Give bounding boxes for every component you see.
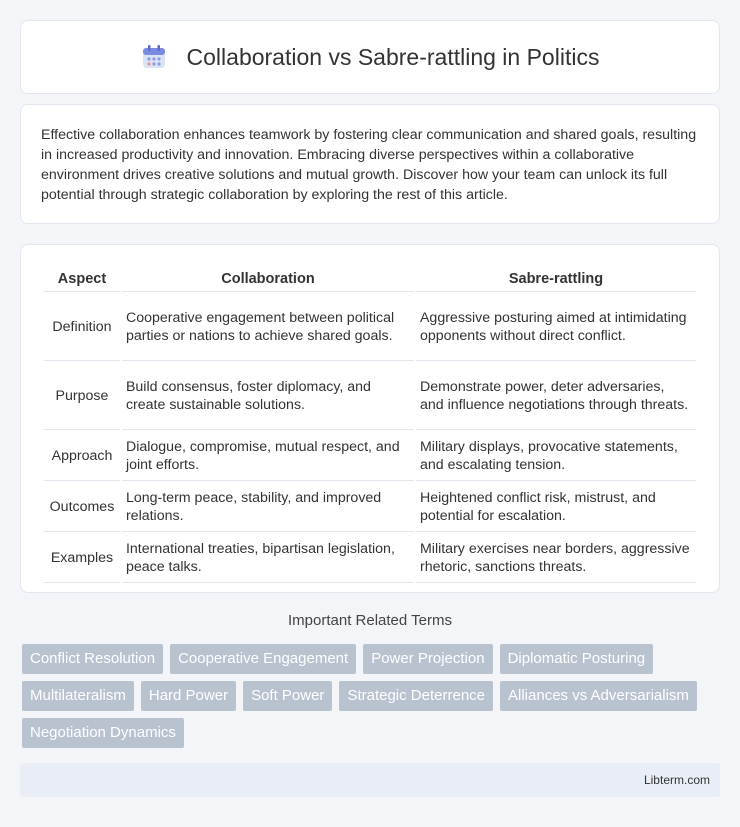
table-row (44, 483, 696, 532)
related-term-tag[interactable]: Alliances vs Adversarialism (500, 681, 697, 711)
related-term-tag[interactable]: Diplomatic Posturing (500, 644, 654, 674)
intro-card (20, 104, 720, 224)
row-collaboration: International treaties, bipartisan legislation, peace talks. (122, 534, 414, 583)
column-header-sabre-rattling: Sabre-rattling (416, 267, 696, 292)
related-terms-title: Important Related Terms (288, 612, 452, 629)
row-sabre-rattling: Demonstrate power, deter adversaries, and influence negotiations through threats. (416, 363, 696, 430)
related-term-tag[interactable]: Power Projection (363, 644, 492, 674)
page-title: Collaboration vs Sabre-rattling in Politics (186, 43, 600, 70)
calendar-icon (141, 44, 167, 70)
intro-text: Effective collaboration enhances teamwork by fostering clear communication and shared goals, resulting in increased productivity and innovation. Embracing diverse perspectives within a collaborative environment drives creative solutions and mutual growth. Discover how your team can unlock its full potential through strategic collaboration by exploring the rest of this article. (41, 127, 697, 203)
column-header-collaboration: Collaboration (122, 267, 414, 292)
table-row (44, 294, 696, 361)
footer (20, 763, 720, 797)
row-collaboration: Long-term peace, stability, and improved relations. (122, 483, 414, 532)
comparison-table (42, 265, 698, 585)
row-aspect: Definition (44, 294, 120, 361)
row-aspect: Outcomes (44, 483, 120, 532)
row-aspect: Examples (44, 534, 120, 583)
related-term-tag[interactable]: Hard Power (141, 681, 236, 711)
related-term-tag[interactable]: Cooperative Engagement (170, 644, 356, 674)
row-aspect: Approach (44, 432, 120, 481)
table-header-row (44, 267, 696, 292)
column-header-aspect: Aspect (44, 267, 120, 292)
row-aspect: Purpose (44, 363, 120, 430)
row-collaboration: Dialogue, compromise, mutual respect, and joint efforts. (122, 432, 414, 481)
row-sabre-rattling: Aggressive posturing aimed at intimidating opponents without direct conflict. (416, 294, 696, 361)
table-row (44, 534, 696, 583)
related-term-tag[interactable]: Strategic Deterrence (339, 681, 493, 711)
related-term-tag[interactable]: Multilateralism (22, 681, 134, 711)
row-sabre-rattling: Heightened conflict risk, mistrust, and potential for escalation. (416, 483, 696, 532)
table-row (44, 432, 696, 481)
related-term-tag[interactable]: Negotiation Dynamics (22, 718, 184, 748)
comparison-card (20, 244, 720, 593)
row-sabre-rattling: Military displays, provocative statements, and escalating tension. (416, 432, 696, 481)
row-collaboration: Build consensus, foster diplomacy, and create sustainable solutions. (122, 363, 414, 430)
related-term-tag[interactable]: Soft Power (243, 681, 332, 711)
row-collaboration: Cooperative engagement between political parties or nations to achieve shared goals. (122, 294, 414, 361)
row-sabre-rattling: Military exercises near borders, aggressive rhetoric, sanctions threats. (416, 534, 696, 583)
footer-site-link[interactable]: Libterm.com (643, 773, 710, 787)
related-terms-list (22, 644, 722, 748)
table-row (44, 363, 696, 430)
related-term-tag[interactable]: Conflict Resolution (22, 644, 163, 674)
title-card (20, 20, 720, 94)
